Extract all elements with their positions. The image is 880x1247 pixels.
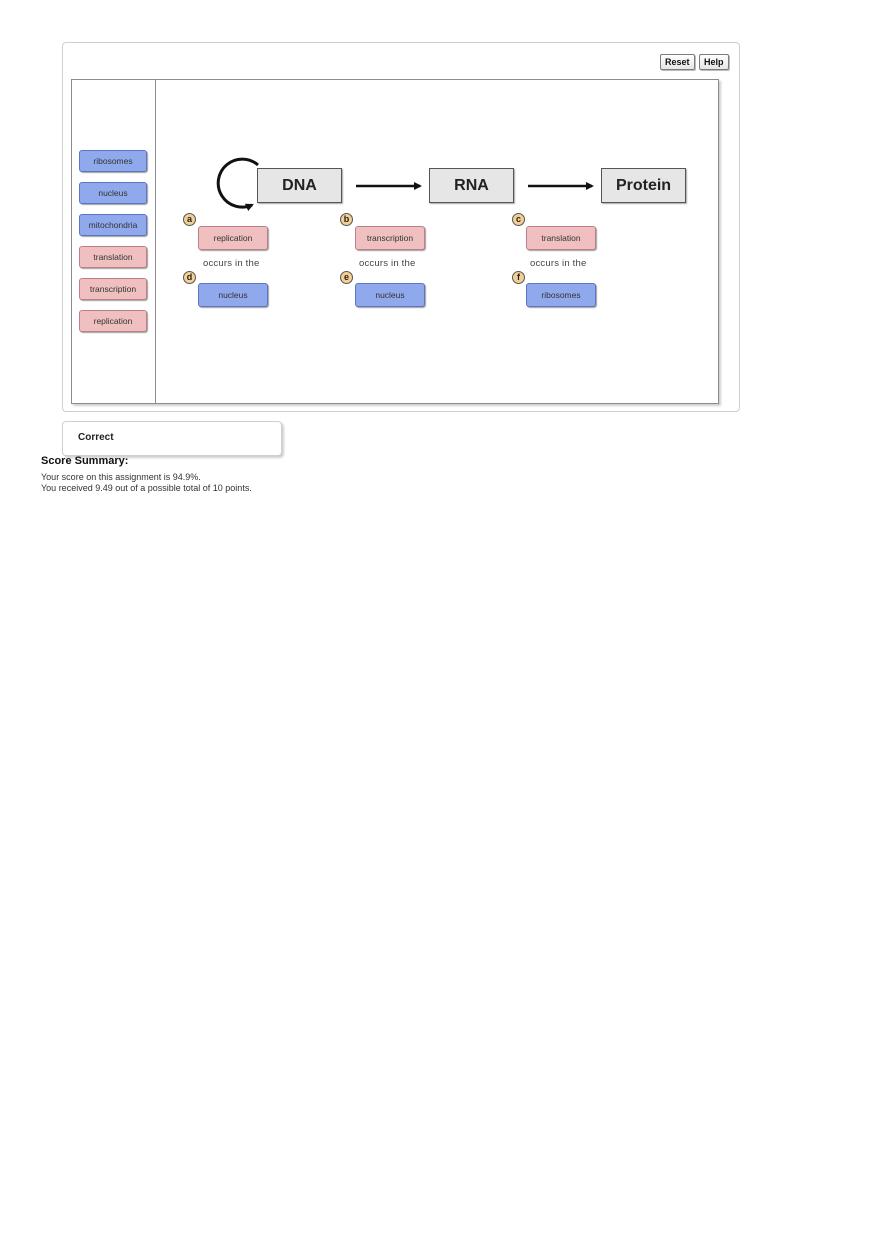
- score-percentage-text: Your score on this assignment is 94.9%.: [41, 472, 201, 482]
- label-bank-divider: [155, 80, 156, 403]
- target-b-transcription[interactable]: transcription: [355, 226, 425, 250]
- feedback-box: [62, 421, 282, 456]
- occurs-in-text: occurs in the: [203, 258, 260, 269]
- target-badge-e: e: [340, 271, 353, 284]
- target-badge-f: f: [512, 271, 525, 284]
- target-e-nucleus[interactable]: nucleus: [355, 283, 425, 307]
- occurs-in-text: occurs in the: [530, 258, 587, 269]
- rna-box: RNA: [429, 168, 514, 203]
- bank-label-mitochondria[interactable]: mitochondria: [79, 214, 147, 236]
- target-badge-c: c: [512, 213, 525, 226]
- score-points-text: You received 9.49 out of a possible total of 10 points.: [41, 483, 252, 493]
- protein-box: Protein: [601, 168, 686, 203]
- bank-label-translation[interactable]: translation: [79, 246, 147, 268]
- bank-label-transcription[interactable]: transcription: [79, 278, 147, 300]
- target-badge-a: a: [183, 213, 196, 226]
- help-button[interactable]: Help: [699, 54, 729, 70]
- target-d-nucleus[interactable]: nucleus: [198, 283, 268, 307]
- target-badge-d: d: [183, 271, 196, 284]
- score-summary-title: Score Summary:: [41, 455, 129, 467]
- target-badge-b: b: [340, 213, 353, 226]
- target-c-translation[interactable]: translation: [526, 226, 596, 250]
- target-a-replication[interactable]: replication: [198, 226, 268, 250]
- reset-button[interactable]: Reset: [660, 54, 695, 70]
- bank-label-nucleus[interactable]: nucleus: [79, 182, 147, 204]
- bank-label-replication[interactable]: replication: [79, 310, 147, 332]
- bank-label-ribosomes[interactable]: ribosomes: [79, 150, 147, 172]
- occurs-in-text: occurs in the: [359, 258, 416, 269]
- dna-box: DNA: [257, 168, 342, 203]
- feedback-label: Correct: [78, 432, 114, 443]
- target-f-ribosomes[interactable]: ribosomes: [526, 283, 596, 307]
